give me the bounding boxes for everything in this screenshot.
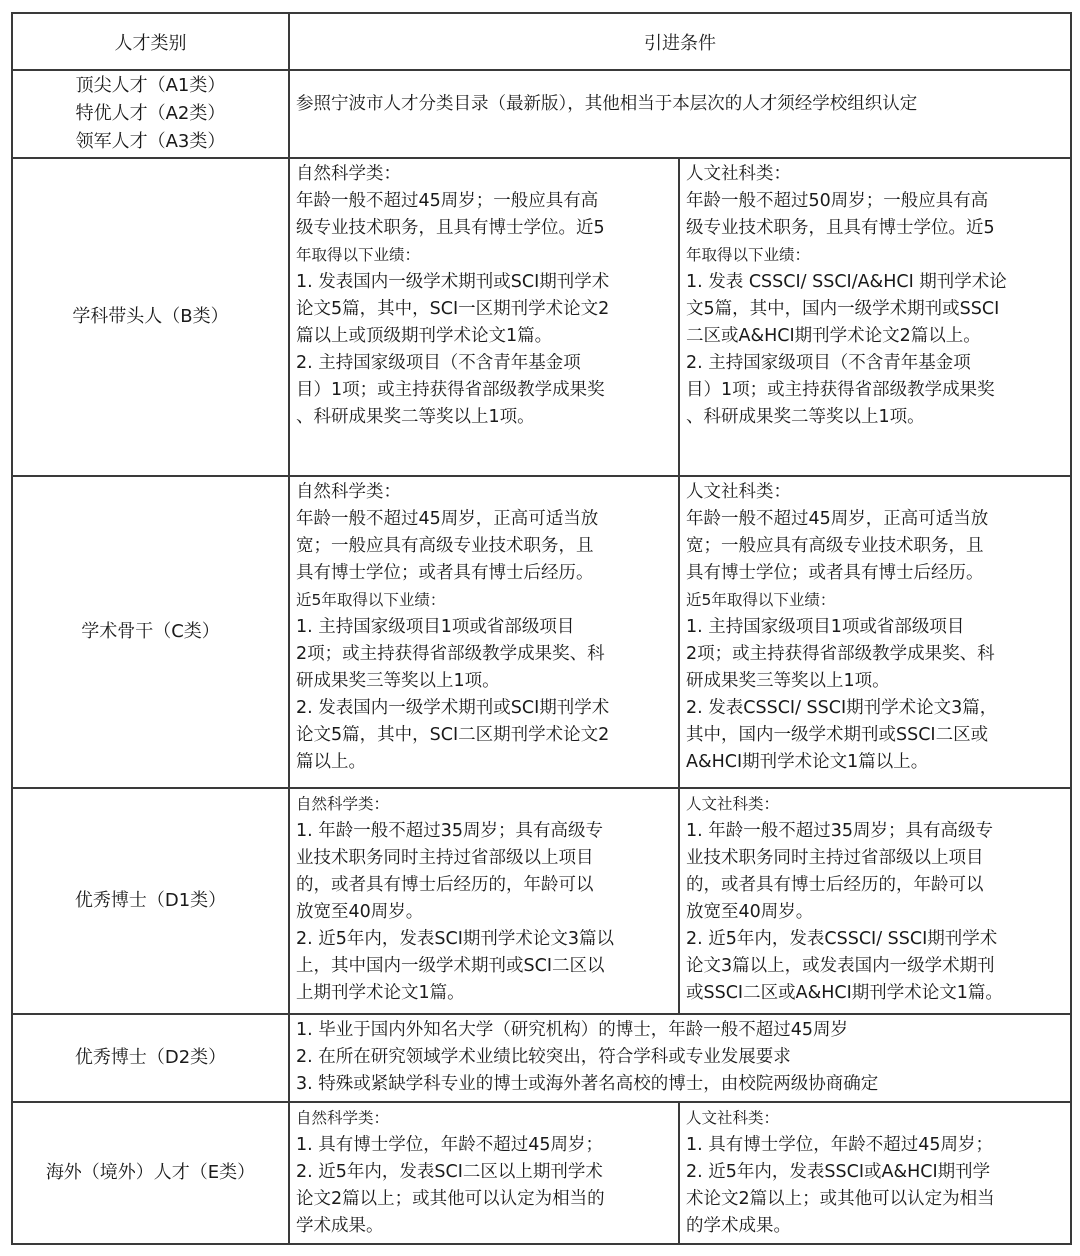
text-line: 1. 年龄一般不超过35周岁；具有高级专: [296, 821, 604, 841]
text-line: 2. 近5年内，发表SCI期刊学术论文3篇以: [296, 929, 615, 949]
header-conditions: 引进条件: [289, 13, 1071, 70]
talent-conditions-table: [11, 12, 1072, 1245]
text-line: 的，或者具有博士后经历的，年龄可以: [296, 875, 594, 895]
text-line: 人文社科类：: [686, 164, 791, 184]
text-line: 2. 发表国内一级学术期刊或SCI期刊学术: [296, 698, 610, 718]
natural-cell-c: [289, 476, 679, 788]
text-line: 近5年取得以下业绩：: [296, 591, 446, 609]
table-row-d1: [12, 788, 1071, 1014]
text-line: 篇以上。: [296, 752, 366, 772]
text-line: 2. 主持国家级项目（不含青年基金项: [686, 353, 971, 373]
text-line: 2项；或主持获得省部级教学成果奖、科: [686, 644, 995, 664]
text-line: 2. 在所在研究领域学术业绩比较突出，符合学科或专业发展要求: [296, 1047, 791, 1067]
text-line: 人文社科类：: [686, 795, 780, 813]
text-line: 、科研成果奖二等奖以上1项。: [296, 407, 535, 427]
text-line: 二区或A&HCI期刊学术论文2篇以上。: [686, 326, 981, 346]
text-line: 级专业技术职务，且具有博士学位。近5: [686, 218, 995, 238]
text-line: 、科研成果奖二等奖以上1项。: [686, 407, 925, 427]
text-line: 年龄一般不超过45周岁，正高可适当放: [686, 509, 989, 529]
text-line: 1. 主持国家级项目1项或省部级项目: [296, 617, 575, 637]
text-line: 自然科学类：: [296, 1109, 390, 1127]
text-line: 研成果奖三等奖以上1项。: [296, 671, 500, 691]
conditions-a-text: 参照宁波市人才分类目录（最新版），其他相当于本层次的人才须经学校组织认定: [296, 94, 918, 114]
text-line: 的，或者具有博士后经历的，年龄可以: [686, 875, 984, 895]
text-line: 2项；或主持获得省部级教学成果奖、科: [296, 644, 605, 664]
text-line: 年取得以下业绩：: [296, 246, 421, 264]
text-line: 术论文2篇以上；或其他可以认定为相当: [686, 1189, 995, 1209]
table-row-b: [12, 158, 1071, 476]
text-line: 自然科学类：: [296, 795, 390, 813]
conditions-cell-a: [289, 70, 1071, 158]
text-line: 上，其中国内一级学术期刊或SCI二区以: [296, 956, 605, 976]
text-line: 自然科学类：: [296, 482, 401, 502]
header-row: [12, 13, 1071, 70]
text-line: 1. 具有博士学位，年龄不超过45周岁；: [686, 1135, 994, 1155]
text-line: 具有博士学位；或者具有博士后经历。: [296, 563, 594, 583]
category-a3: 领军人才（A3类）: [75, 131, 226, 152]
text-line: 宽；一般应具有高级专业技术职务，且: [296, 536, 594, 556]
text-line: A&HCI期刊学术论文1篇以上。: [686, 752, 929, 772]
text-line: 1. 毕业于国内外知名大学（研究机构）的博士，年龄一般不超过45周岁: [296, 1020, 849, 1040]
category-cell-a: [12, 70, 289, 158]
text-line: 自然科学类：: [296, 164, 401, 184]
text-line: 论文5篇，其中，SCI二区期刊学术论文2: [296, 725, 610, 745]
text-line: 3. 特殊或紧缺学科专业的博士或海外著名高校的博士，由校院两级协商确定: [296, 1074, 879, 1094]
text-line: 宽；一般应具有高级专业技术职务，且: [686, 536, 984, 556]
text-line: 或SSCI二区或A&HCI期刊学术论文1篇。: [686, 983, 1003, 1003]
natural-cell-e: [289, 1102, 679, 1244]
text-line: 2. 发表CSSCI/ SSCI期刊学术论文3篇，: [686, 698, 998, 718]
text-line: 上期刊学术论文1篇。: [296, 983, 465, 1003]
text-line: 篇以上或顶级期刊学术论文1篇。: [296, 326, 553, 346]
text-line: 年龄一般不超过45周岁；一般应具有高: [296, 191, 599, 211]
text-line: 的学术成果。: [686, 1216, 791, 1236]
text-line: 人文社科类：: [686, 1109, 780, 1127]
text-line: 研成果奖三等奖以上1项。: [686, 671, 890, 691]
text-line: 2. 近5年内，发表CSSCI/ SSCI期刊学术: [686, 929, 998, 949]
text-line: 年龄一般不超过50周岁；一般应具有高: [686, 191, 989, 211]
text-line: 级专业技术职务，且具有博士学位。近5: [296, 218, 605, 238]
natural-cell-d1: [289, 788, 679, 1014]
text-line: 放宽至40周岁。: [686, 902, 814, 922]
text-line: 文5篇，其中，国内一级学术期刊或SSCI: [686, 299, 1000, 319]
humanities-cell-d1: [679, 788, 1071, 1014]
category-d2: 优秀博士（D2类）: [12, 1014, 289, 1102]
text-line: 业技术职务同时主持过省部级以上项目: [686, 848, 984, 868]
text-line: 2. 近5年内，发表SCI二区以上期刊学术: [296, 1162, 603, 1182]
category-e: 海外（境外）人才（E类）: [12, 1102, 289, 1244]
text-line: 1. 发表国内一级学术期刊或SCI期刊学术: [296, 272, 610, 292]
category-c: 学术骨干（C类）: [12, 476, 289, 788]
text-line: 论文3篇以上，或发表国内一级学术期刊: [686, 956, 995, 976]
table-row-d2: [12, 1014, 1071, 1102]
humanities-cell-e: [679, 1102, 1071, 1244]
header-category: 人才类别: [12, 13, 289, 70]
text-line: 1. 发表 CSSCI/ SSCI/A&HCI 期刊学术论: [686, 272, 1007, 292]
text-line: 年取得以下业绩：: [686, 246, 811, 264]
category-a1: 顶尖人才（A1类）: [75, 75, 226, 96]
category-a2: 特优人才（A2类）: [75, 103, 226, 124]
text-line: 学术成果。: [296, 1216, 384, 1236]
text-line: 论文5篇，其中，SCI一区期刊学术论文2: [296, 299, 610, 319]
text-line: 2. 主持国家级项目（不含青年基金项: [296, 353, 581, 373]
text-line: 1. 具有博士学位，年龄不超过45周岁；: [296, 1135, 604, 1155]
text-line: 目）1项；或主持获得省部级教学成果奖: [296, 380, 605, 400]
text-line: 其中，国内一级学术期刊或SSCI二区或: [686, 725, 989, 745]
text-line: 人文社科类：: [686, 482, 791, 502]
conditions-cell-d2: [289, 1014, 1071, 1102]
text-line: 业技术职务同时主持过省部级以上项目: [296, 848, 594, 868]
natural-cell-b: [289, 158, 679, 476]
humanities-cell-c: [679, 476, 1071, 788]
table-row-e: [12, 1102, 1071, 1244]
humanities-cell-b: [679, 158, 1071, 476]
text-line: 放宽至40周岁。: [296, 902, 424, 922]
category-d1: 优秀博士（D1类）: [12, 788, 289, 1014]
text-line: 2. 近5年内，发表SSCI或A&HCI期刊学: [686, 1162, 991, 1182]
text-line: 1. 年龄一般不超过35周岁；具有高级专: [686, 821, 994, 841]
text-line: 近5年取得以下业绩：: [686, 591, 836, 609]
table-row-c: [12, 476, 1071, 788]
text-line: 1. 主持国家级项目1项或省部级项目: [686, 617, 965, 637]
table-row-a: [12, 70, 1071, 158]
text-line: 具有博士学位；或者具有博士后经历。: [686, 563, 984, 583]
text-line: 目）1项；或主持获得省部级教学成果奖: [686, 380, 995, 400]
category-b: 学科带头人（B类）: [12, 158, 289, 476]
text-line: 年龄一般不超过45周岁，正高可适当放: [296, 509, 599, 529]
text-line: 论文2篇以上；或其他可以认定为相当的: [296, 1189, 605, 1209]
